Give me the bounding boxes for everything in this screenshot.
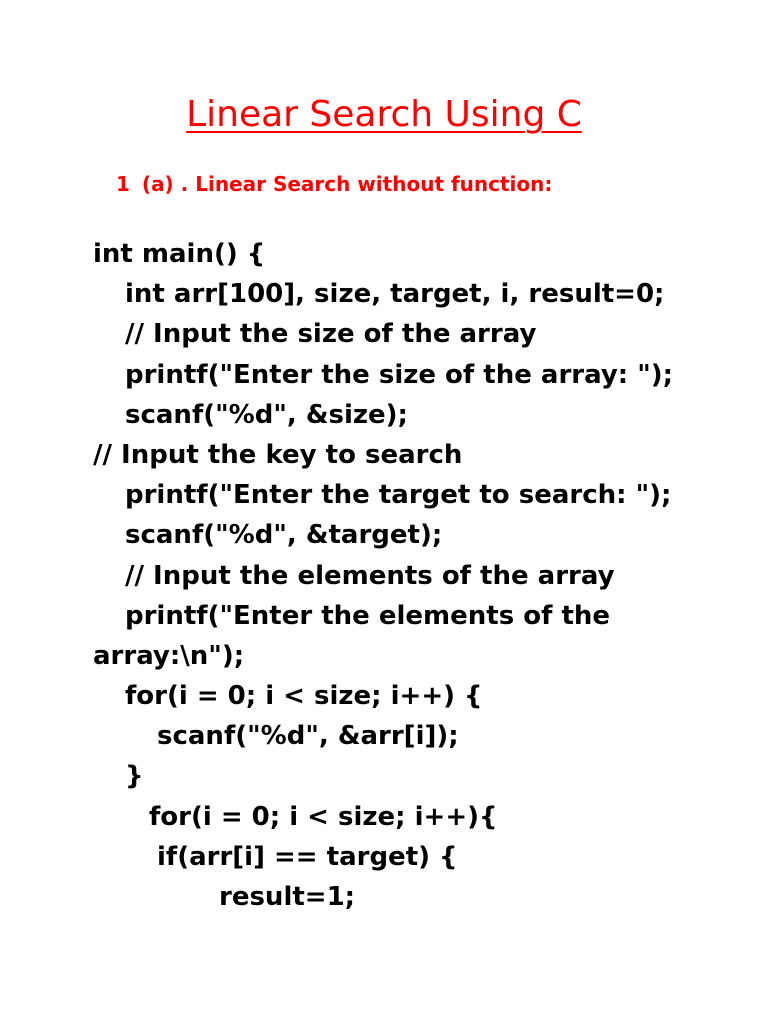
code-line: scanf("%d", &size); [125, 399, 408, 430]
code-block [93, 234, 763, 917]
code-line: } [125, 761, 144, 792]
code-line: // Input the key to search [93, 439, 463, 470]
section-number: 1 [116, 172, 130, 196]
code-line: // Input the size of the array [125, 319, 537, 350]
code-line: array:\n"); [93, 640, 245, 671]
code-line: if(arr[i] == target) { [157, 841, 458, 872]
section-heading-text: (a) . Linear Search without function: [141, 172, 553, 196]
code-line: // Input the elements of the array [125, 560, 615, 591]
code-line: scanf("%d", &target); [125, 520, 443, 551]
document-title: Linear Search Using C [186, 94, 582, 135]
code-line: int arr[100], size, target, i, result=0; [125, 279, 665, 310]
code-line: printf("Enter the target to search: "); [125, 480, 672, 511]
section-heading [116, 170, 552, 198]
code-line: int main() { [93, 239, 266, 269]
code-line: for(i = 0; i < size; i++) { [125, 681, 483, 712]
code-line: printf("Enter the elements of the [125, 600, 611, 631]
code-line: printf("Enter the size of the array: "); [125, 359, 674, 390]
code-line: result=1; [219, 882, 356, 912]
code-line: for(i = 0; i < size; i++){ [149, 801, 498, 832]
code-line: scanf("%d", &arr[i]); [157, 721, 459, 752]
